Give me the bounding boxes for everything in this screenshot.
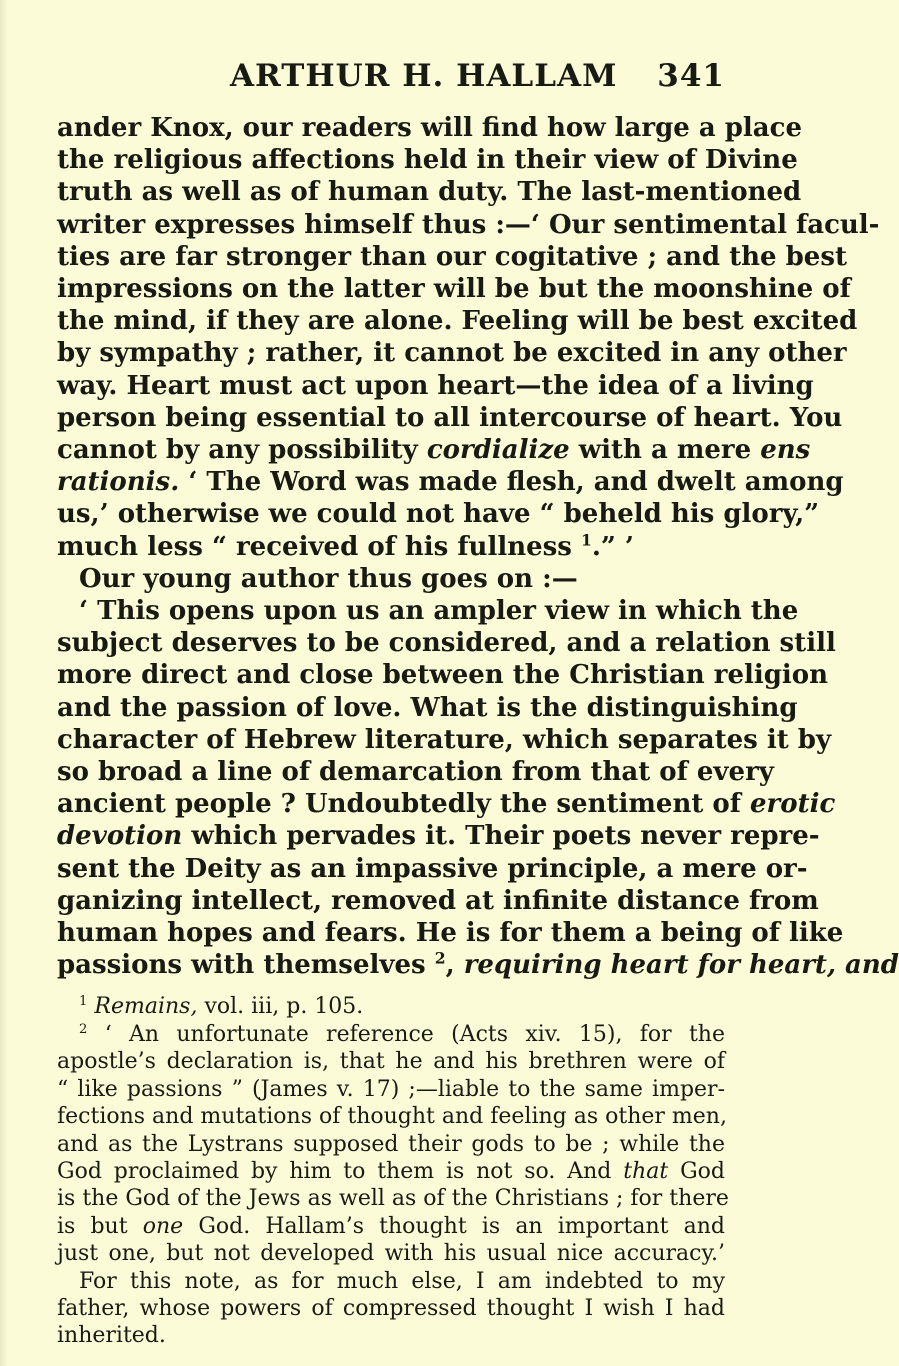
- footnote-2-line: just one, but not developed with his usual nice accuracy.’: [57, 1241, 725, 1267]
- italic-term: cordialize: [426, 435, 570, 466]
- text-segment: God proclaimed by him to them is not so. And: [57, 1158, 612, 1184]
- text-segment: passions with themselves: [57, 950, 426, 981]
- footnote-2-line: fections and mutations of thought and feeling as other men,: [57, 1104, 727, 1130]
- text-line: ganizing intellect, removed at infinite distance from: [57, 885, 819, 916]
- text-segment: is but: [57, 1213, 128, 1239]
- page-gutter-shadow: [0, 0, 8, 1366]
- text-line: impressions on the latter will be but the moonshine of: [57, 274, 851, 305]
- text-line: ‘ This opens upon us an ampler view in which the: [79, 596, 799, 627]
- footnotes: [57, 993, 729, 1349]
- page-number: 341: [657, 58, 725, 94]
- footnote-2-line: “ like passions ” (James v. 17) ;—liable to the same imper-: [57, 1076, 725, 1102]
- text-line: writer expresses himself thus :—‘ Our sentimental facul-: [57, 209, 880, 240]
- text-line: ander Knox, our readers will find how large a place: [57, 113, 803, 143]
- footnote-2-line: [57, 1021, 725, 1048]
- text-line: us,’ otherwise we could not have “ beheld his glory,”: [57, 499, 820, 530]
- text-line: truth as well as of human duty. The last-mentioned: [57, 177, 802, 208]
- footnote-2-line: father, whose powers of compressed thought I wish I had: [57, 1295, 725, 1321]
- text-line: [57, 466, 844, 498]
- running-title: ARTHUR H. HALLAM: [230, 58, 618, 94]
- text-line: subject deserves to be considered, and a relation still: [57, 628, 836, 659]
- footnote-text: ‘ An unfortunate reference (Acts xiv. 15), for the: [104, 1021, 725, 1047]
- running-header: [57, 58, 725, 106]
- main-text: [57, 112, 899, 981]
- italic-phrase: requiring heart for heart, and: [463, 950, 899, 981]
- text-line: character of Hebrew literature, which separates it by: [57, 724, 832, 755]
- italic-term: devotion: [57, 821, 183, 852]
- footnote-text: vol. iii, p. 105.: [204, 994, 364, 1020]
- footnote-2-line: is the God of the Jews as well as of the Christians ; for there: [57, 1186, 729, 1212]
- text-segment: ‘ The Word was made flesh, and dwelt among: [188, 467, 844, 498]
- footnote-marker: 1: [79, 994, 88, 1010]
- book-page: [57, 58, 899, 1350]
- text-line: sent the Deity as an impassive principle, a mere or-: [57, 853, 808, 884]
- text-segment: cannot by any possibility: [57, 435, 418, 466]
- text-line: Our young author thus goes on :—: [79, 563, 578, 594]
- text-segment: much less “ received of his fullness: [57, 531, 572, 562]
- text-line: more direct and close between the Christian religion: [57, 660, 829, 691]
- footnote-1: [57, 993, 725, 1020]
- text-segment: God: [680, 1158, 726, 1184]
- footnote-ref-1: 1: [581, 530, 592, 550]
- text-segment: with a mere: [578, 435, 752, 466]
- text-line: the mind, if they are alone. Feeling will be best excited: [57, 306, 858, 337]
- text-segment: ancient people ? Undoubtedly the sentiment of: [57, 789, 741, 820]
- text-line: and the passion of love. What is the distinguishing: [57, 692, 798, 723]
- italic-term: ens: [760, 435, 811, 466]
- footnote-2-line: and as the Lystrans supposed their gods to be ; while the: [57, 1131, 725, 1157]
- text-line: [57, 948, 899, 981]
- italic-term: that: [623, 1158, 669, 1184]
- text-line: by sympathy ; rather, it cannot be excited in any other: [57, 338, 847, 369]
- footnote-2-line: [57, 1213, 725, 1240]
- text-segment: which pervades it. Their poets never repre-: [191, 821, 820, 852]
- text-segment: God. Hallam’s thought is an important and: [198, 1213, 725, 1239]
- italic-term: erotic: [750, 789, 836, 820]
- text-line: so broad a line of demarcation from that of every: [57, 757, 774, 788]
- text-line: [57, 788, 836, 820]
- text-line: [57, 434, 811, 466]
- footnote-work-title: Remains,: [94, 994, 198, 1020]
- italic-term: rationis.: [57, 467, 180, 498]
- footnote-2-line: inherited.: [57, 1323, 166, 1349]
- text-line: way. Heart must act upon heart—the idea of a living: [57, 370, 814, 401]
- italic-term: one: [142, 1213, 184, 1239]
- footnote-ref-2: 2: [434, 948, 446, 968]
- text-line: [57, 820, 820, 852]
- text-segment: .” ’: [591, 531, 634, 562]
- text-line: ties are far stronger than our cogitative ; and the best: [57, 241, 847, 272]
- footnote-2-line: For this note, as for much else, I am indebted to my: [79, 1268, 725, 1294]
- text-segment: ,: [445, 950, 455, 981]
- text-line: person being essential to all intercourse of heart. You: [57, 402, 843, 433]
- footnote-marker: 2: [79, 1021, 88, 1037]
- footnote-2-line: apostle’s declaration is, that he and his brethren were of: [57, 1049, 725, 1075]
- text-line: the religious affections held in their view of Divine: [57, 145, 798, 176]
- footnote-2-line: [57, 1158, 725, 1185]
- text-line: human hopes and fears. He is for them a being of like: [57, 918, 844, 949]
- text-line: [57, 531, 725, 563]
